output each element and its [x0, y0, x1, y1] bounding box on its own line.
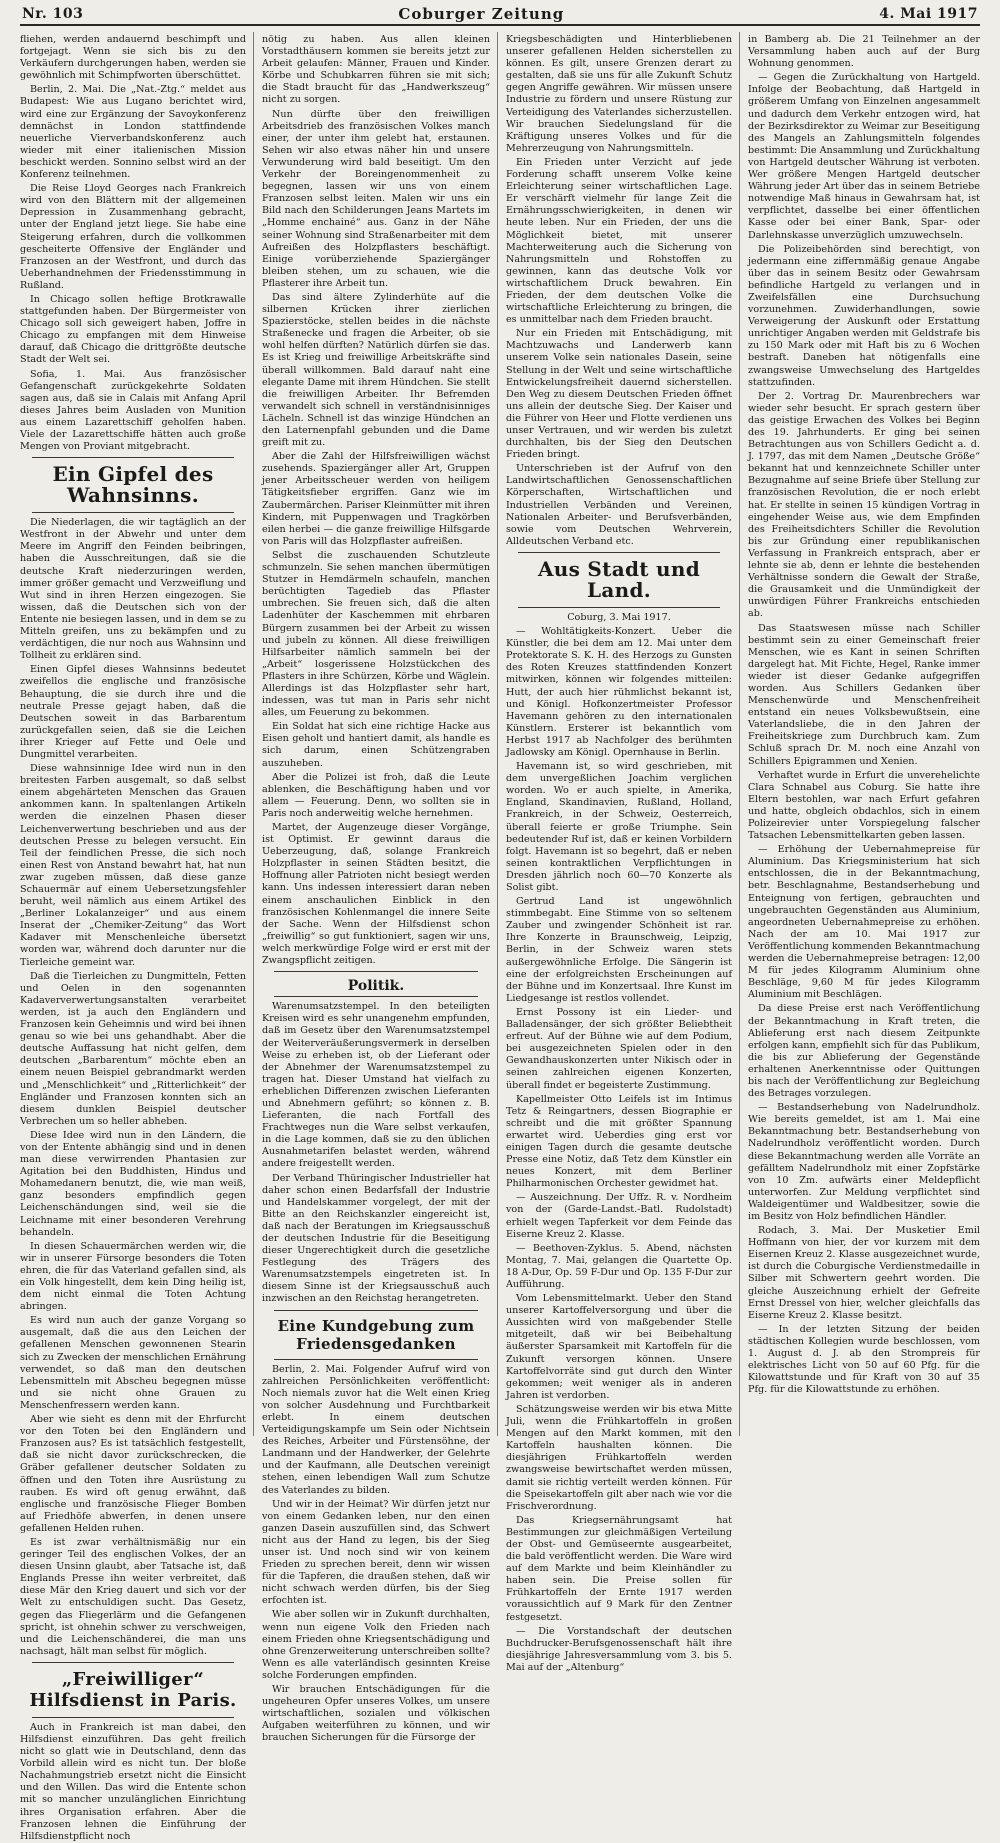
article-paragraph: Nun dürfte über den freiwilligen Arbeitsdrieb des französischen Volkes manch einer, der unter ihm gelebt hat, erstaunen. Sehen wir also etwas näher hin und unsere Verwunderung wird bald beseitigt. Um den Verkehr der Boreingenommenheit zu begegnen, lassen wir uns von einem Franzosen selbst leiten. Malen wir uns ein Bild nach den Schilderungen Jeans Martets im „Homme enchainé“ aus. Ganz in der Nähe seiner Wohnung sind Straßenarbeiter mit dem Aufreißen des Holzpflasters beschäftigt. Einige vorüberziehende Spaziergänger bleiben stehen, um zu schauen, wie die Pflasterer ihre Arbeit tun. — [262, 108, 490, 289]
news-item: — In der letzten Sitzung der beiden städtischen Kollegien wurde beschlossen, vom 1. August d. J. ab den Strompreis für elektrisches Licht von 50 auf 60 Pfg. für die Kilowattstunde und für Kraft von 30 auf 35 Pfg. für die Kilowattstunde zu erhöhen. — [748, 1323, 980, 1396]
news-item: — Gegen die Zurückhaltung von Hartgeld. Infolge der Beobachtung, daß Hartgeld in größerem Umfang von Einzelnen angesammelt und dadurch dem Verkehr entzogen wird, hat der Bezirksdirektor zu Weimar zur Beseitigung des Mangels an Zahlungsmitteln folgendes bestimmt: Die Ansammlung und Zurückhaltung von Hartgeld deutscher Währung ist verboten. Wer größere Mengen Hartgeld deutscher Währung jeder Art über das in seinem Betriebe notwendige Maß hinaus in Gewahrsam hat, ist verpflichtet, dasselbe bei einer öffentlichen Kasse oder bei einer Bank, Spar- oder Darlehnskasse unverzüglich umzuwechseln. — [748, 72, 980, 241]
news-item: Rodach, 3. Mai. Der Musketier Emil Hoffmann von hier, der vor kurzem mit dem Eisernen Kreuz 2. Klasse ausgezeichnet wurde, ist durch die Coburgische Verdienstmedaille in Silber mit Schwertern geehrt worden. Die gleiche Auszeichnung erhielt der Gefreite Ernst Dressel von hier, welcher gleichfalls das Eiserne Kreuz 2. Klasse besitzt. — [748, 1225, 980, 1321]
section-rule — [32, 512, 234, 513]
news-item: Der Verband Thüringischer Industrieller hat daher schon einen Bedarfsfall der Industrie und Handelskammer vorgelegt, der mit der Bitte an den Reichskanzler eingereicht ist, daß nach der Beratungen im Kriegsausschuß der deutschen Industrie für die Beseitigung dieser Ungerechtigkeit durch die gesetzliche Festlegung des Trägers des Warenumsatzstempels eingetreten ist. In diesem Sinne ist der Kriegsausschuß auch inzwischen an den Reichstag herangetreten. — [262, 1172, 490, 1305]
article-paragraph: Aber wie sieht es denn mit der Ehrfurcht vor den Toten bei den Engländern und Franzosen aus? Es ist tatsächlich festgestellt, daß sie nicht davor zurückschrecken, die Gräber gefallener deutscher Soldaten zu öffnen und den Toten ihre Ausrüstung zu rauben. Es wird oft genug erwähnt, daß englische und französische Flieger Bomben auf Friedhöfe abwerfen, in denen unsere gefallenen Helden ruhen. — [20, 1414, 246, 1534]
news-item: Das Kriegsernährungsamt hat Bestimmungen zur gleichmäßigen Verteilung der Obst- und Gemüseernte ausgearbeitet, die bald veröffentlicht werden. Die Ware wird auf dem Markte und beim Kleinhändler zu haben sein. Die Preise sollen für Frühkartoffeln der Ernte 1917 werden voraussichtlich auf 9 Mark für den Zentner festgesetzt. — [506, 1514, 732, 1623]
masthead — [22, 4, 978, 24]
section-rule — [32, 1662, 234, 1663]
news-item: Der 2. Vortrag Dr. Maurenbrechers war wieder sehr besucht. Er sprach gestern über das geistige Erwachen des Volkes bei Beginn des 19. Jahrhunderts. Er ging bei seinen Betrachtungen aus von Schillers Gedicht a. d. J. 1797, das mit dem Namen „Deutsche Größe“ bekannt hat und kennzeichnete Schiller unter Bezugnahme auf seine Briefe über Stellung zur französischen Revolution, die er noch erlebt hat. Er stellte in seinen 15 kündigen Vortrag in eingehender Weise aus, wie dem Empfinden des Freiheitsdichters Schiller die Revolution bis zur Gründung einer republikanischen Verfassung in Frankreich entsprach, aber er lehnte sie ab, denn er lehnte die bestehenden Verhältnisse sondern die Gewalt der Straße, die Grausamkeit und die Unmündigkeit der unwürdigen Führer Frankreichs entschieden ab. — [748, 390, 980, 620]
column-divider — [739, 32, 740, 1436]
news-item: — Bestandserhebung von Nadelrundholz. Wie bereits gemeldet, ist am 1. Mai eine Bekanntmachung betr. Bestandserhebung von Nadelrundholz veröffentlicht worden. Durch diese Bekanntmachung werden alle Vorräte an gefälltem Nadelrundholz mit einer Zopfstärke von 10 Zm. aufwärts einer Meldepflicht unterworfen. Zur Meldung verpflichtet sind Waldeigentümer und Waldbesitzer, sowie die im Besitz von Holz befindlichen Händler. — [748, 1102, 980, 1222]
news-item: in Bamberg ab. Die 21 Teilnehmer an der Versammlung haben auch auf der Burg Wohnung genommen. — [748, 34, 980, 70]
news-item: Da diese Preise erst nach Veröffentlichung der Bekanntmachung in Kraft treten, die Ablieferung erst nach diesem Zeitpunkte erfolgen kann, empfiehlt sich für das Publikum, die bis zur Ablieferung der Gegenstände erhaltenen Anerkenntnisse oder Quittungen bis nach der Veröffentlichung zur Begleichung des Betrages vorzulegen. — [748, 1003, 980, 1100]
article-headline: Eine Kundgebung zum Friedensgedanken — [277, 1316, 475, 1353]
article-paragraph: Ein Soldat hat sich eine richtige Hacke aus Eisen geholt und hantiert damit, als handle es sich darum, einen Schützengraben auszuheben. — [262, 721, 490, 769]
section-rule — [274, 996, 478, 997]
article-paragraph: Berlin, 2. Mai. Folgender Aufruf wird von zahlreichen Persönlichkeiten veröffentlicht: Noch niemals zuvor hat die Welt einen Krieg von solcher Ausdehnung und Furchtbarkeit erlebt. In einem deutschen Verteidigungskampfe um Sein oder Nichtsein des Reiches, Arbeiter und Fürstensöhne, der Landmann und der Handwerker, der Gelehrte und der Kaufmann, alle Deutschen vereinigt stehen, einen lebendigen Wall zum Schutze des Vaterlandes zu bilden. — [262, 1363, 490, 1496]
news-item: Das Staatswesen müsse nach Schiller bestimmt sein zu einer Gemeinschaft freier Menschen, wie es Kant in seinen Schriften dargelegt hat. Mit Fichte, Hegel, Ranke immer wieder ist dieser Gedanke aufgegriffen worden. Aus Schillers Gedanken über Menschenwürde und Menschenfreiheit entstand ein neues Volksbewußtsein, eine Vaterlandsliebe, die in den Jahren der Freiheitskriege zum Durchbruch kam. Zum Schluß sprach Dr. M. noch eine Anzahl von Schillers Epigrammen und Xenien. — [748, 622, 980, 767]
article-paragraph: Ein Frieden unter Verzicht auf jede Forderung schafft unserem Volke keine Erleichterung seiner wirtschaftlichen Lage. Er verschärft vielmehr für lange Zeit die Ernährungsschwierigkeiten, in denen wir heute leben. Nur ein Frieden, der uns die Möglichkeit bietet, mit unserer Machterweiterung auch die Sicherung von Nahrungsmitteln und Rohstoffen zu gewinnen, kann das deutsche Volk vor wirtschaftlichem Druck bewahren. Ein Frieden, der dem deutschen Volke die wirtschaftliche Erleichterung zu bringen, die es unmittelbar nach dem Frieden braucht. — [506, 156, 732, 326]
article-paragraph: Selbst die zuschauenden Schutzleute schmunzeln. Sie sehen manchen übermütigen Stutzer in Hemdärmeln schaufeln, manchen berüchtigten Tagedieb das Pflaster umbrechen. Sie freuen sich, daß die alten Ladenhüter der Kaschemmen mit ehrbaren Bürgern zusammen bei der Arbeit zu wissen und jubeln zu können. All diese freiwilligen Hilfsarbeiter nämlich sammeln bei der „Arbeit“ losgerissene Holzstückchen des Pflasters in ihre Schürzen, Körbe und Wäglein. Allerdings ist das Holzpflaster sehr hart, indessen, was tut man in Paris sehr nicht alles, um Feuerung zu bekommen. — [262, 549, 490, 719]
section-heading: Aus Stadt und Land. — [537, 556, 701, 602]
article-paragraph: Aber die Zahl der Hilfsfreiwilligen wächst zusehends. Spaziergänger aller Art, Gruppen jener Arbeitsscheuer werden von heiligem Tätigkeitsfieber ergriffen. Ganz wie im Zaubermärchen. Pariser Kleinmütter mit ihren Kindern, mit Puppenwagen und Tragkörben eilen herbei — die ganze freiwillige Hilfsgarde von Paris will das Holzpflaster aufreißen. — [262, 451, 490, 547]
article-paragraph: Es wird nun auch der ganze Vorgang so ausgemalt, daß die aus den Leichen der gefallenen Menschen gewonnenen Stearin sich zu Zwecken der menschlichen Ernährung verwendet, so daß man den deutschen Lebensmitteln mit Abscheu begegnen müsse und sie nicht ohne Grauen zu Menschenfressern werden kann. — [20, 1315, 246, 1411]
news-item: Havemann ist, so wird geschrieben, mit dem unvergeßlichen Joachim verglichen worden. Wo er auch spielte, in Amerika, England, Skandinavien, Rußland, Holland, Frankreich, in der Schweiz, Oesterreich, überall feierte er große Triumphe. Sein bedeutender Ruf ist, daß er keinen Vorbildern folgt. Havemann ist so begehrt, daß er neben seinen kontraktlichen Verpflichtungen in Dresden jährlich noch 60—70 Konzerte als Solist gibt. — [506, 761, 732, 893]
article-paragraph: Das sind ältere Zylinderhüte auf die silbernen Krücken ihrer zierlichen Spazierstöcke, stellen beides in die nächste Straßenecke und fragen die Arbeiter, ob sie wohl helfen dürften? Natürlich dürfen sie das. Es ist Krieg und freiwillige Arbeitskräfte sind überall willkommen. Bald darauf naht eine elegante Dame mit ihrem Hündchen. Sie stellt die freiwilligen Arbeiter. Ihr Befremden verwandelt sich schnell in verständnisinniges Lächeln. Schnell ist das winzige Hündchen an den Laternenpfahl gebunden und die Dame greift mit zu. — [262, 291, 490, 449]
article-paragraph: Aber die Polizei ist froh, daß die Leute ablenken, die Beschäftigung haben und vor allem — Feuerung. Denn, wo sollten sie in Paris noch anderweitig welche hernehmen. — [262, 771, 490, 819]
section-rule — [32, 1717, 234, 1718]
article-paragraph: Wir brauchen Entschädigungen für die ungeheuren Opfer unseres Volkes, um unsere wirtschaftlichen, sozialen und völkischen Aufgaben weiterführen zu können, und wir brauchen Sicherungen für die Fürsorge der — [262, 1684, 490, 1744]
section-heading: Politik. — [347, 978, 405, 995]
news-item: — Erhöhung der Uebernahmepreise für Aluminium. Das Kriegsministerium hat sich entschlossen, die in der Bekanntmachung, betr. Beschlagnahme, Bestandserhebung und Enteignung von fertigen, gebrauchten und ungebrauchten Gegenständen aus Aluminium, angeordneten Uebernahmepreise zu erhöhen. Nach der am 10. Mai 1917 zur Veröffentlichung kommenden Bekanntmachung werden die Uebernahmepreise betragen: 12,00 M für jedes Kilogramm Aluminium ohne Beschläge, 9,60 M für jedes Kilogramm Aluminium mit Beschlägen. — [748, 844, 980, 1001]
news-item: Die Reise Lloyd Georges nach Frankreich wird von den Blättern mit der allgemeinen Depression in Zusammenhang gebracht, unter der England jetzt liege. Sie habe eine Steigerung erfahren, durch die vollkommen gescheiterte Offensive der Engländer und Franzosen an der Westfront, und durch das Ueberhandnehmen der Friedensstimmung in Rußland. — [20, 183, 246, 291]
column-divider — [497, 32, 498, 1436]
news-item: In Chicago sollen heftige Brotkrawalle stattgefunden haben. Der Bürgermeister von Chicago soll sich geweigert haben, Joffre in Chicago zu empfangen mit dem Hinweise darauf, daß Chicago die drittgrößte deutsche Stadt der Welt sei. — [20, 293, 246, 366]
news-item: Kapellmeister Otto Leifels ist im Intimus Tetz & Reingartners, dessen Biographie er schreibt und die mit größter Spannung erwartet wird. Ueberdies ging erst vor einigen Tagen durch die gesamte deutsche Presse eine Notiz, daß Tetz dem Künstler ein neues Konzert, mit dem Berliner Philharmonischen Orchester gewidmet hat. — [506, 1093, 732, 1190]
article-paragraph: Wie aber sollen wir in Zukunft durchhalten, wenn nun eigene Volk den Frieden nach einem Frieden ohne Kriegsentschädigung und ohne Grenzerweiterung unterschreiben sollte? Wenn es alle vaterländisch gesinnten Kreise solche Forderungen empfinden. — [262, 1609, 490, 1681]
masthead-rule — [20, 24, 980, 26]
article-paragraph: Und wir in der Heimat? Wir dürfen jetzt nur von einem Gedanken leben, nur den einen ganzen Dasein auszufüllen sind, das Schwert nicht aus der Hand zu legen, bis der Sieg unser ist. Und noch sind wir von keinem Frieden zu sprechen bereit, denn wir wissen für die Tapferen, die draußen stehen, daß wir nicht schwach werden dürfen, bis der Sieg erfochten ist. — [262, 1498, 490, 1607]
article-paragraph: Es ist zwar verhältnismäßig nur ein geringer Teil des englischen Volkes, der an diesen Unsinn glaubt, aber Tatsache ist, daß Englands Presse ihn weiter verbreitet, daß diese Mär den Krieg dauert und sich vor der Welt zu entschuldigen sucht. Das Gesetz, gegen das Fliegerlärm und die Gefangenen spricht, ist ohnehin schwer zu verschweigen, und die Leichenschänderei, die man uns nachsagt, hält man selbst für möglich. — [20, 1536, 246, 1657]
news-item: — Beethoven-Zyklus. 5. Abend, nächsten Montag, 7. Mai, gelangen die Quartette Op. 18 A-Dur, Op. 59 F-Dur und Op. 135 F-Dur zur Aufführung. — [506, 1242, 732, 1290]
article-paragraph: Unterschrieben ist der Aufruf von den Landwirtschaftlichen Genossenschaftlichen Körperschaften, Wirtschaftlichen und Industriellen Verbänden und Vereinen, Nationalen Arbeiter- und Berufsverbänden, sowie vom Deutschen Wehrverein, Alldeutschen Verband etc. — [506, 463, 732, 547]
section-rule — [274, 1310, 478, 1311]
news-item: Die Polizeibehörden sind berechtigt, von jedermann eine ziffernmäßig genaue Angabe über das in seinem Besitz oder Gewahrsam befindliche Hartgeld zu verlangen und in Zweifelsfällen eine Durchsuchung vorzunehmen. Zuwiderhandlungen, sowie Verweigerung der Auskunft oder Erstattung unrichtiger Angaben werden mit Geldstrafe bis zu 150 Mark oder mit Haft bis zu 6 Wochen bestraft. Daneben hat nötigenfalls eine zwangsweise Umwechselung des Hartgeldes stattzufinden. — [748, 243, 980, 388]
article-paragraph: nötig zu haben. Aus allen kleinen Vorstadthäusern kommen sie bereits jetzt zur Arbeit gelaufen: Männer, Frauen und Kinder. Körbe und Schubkarren führen sie mit sich; die Stadt braucht für das „Handwerkszeug“ nicht zu sorgen. — [262, 34, 490, 106]
issue-number: Nr. 103 — [22, 6, 84, 22]
news-item: Ernst Possony ist ein Lieder- und Balladensänger, der sich größter Beliebtheit erfreut. Auf der Bühne wie auf dem Podium, bei ausgezeichneten Spielen oder in den Gewandhauskonzerten unter Nikisch oder in seinen zahlreichen eigenen Konzerten, überall findet er begeisterte Zustimmung. — [506, 1006, 732, 1091]
section-rule — [518, 607, 720, 608]
news-item: — Die Vorstandschaft der deutschen Buchdrucker-Berufsgenossenschaft hält ihre diesjährige Jahresversammlung vom 3. bis 5. Mai auf der „Altenburg“ — [506, 1625, 732, 1673]
column-4 — [748, 34, 980, 1438]
article-paragraph: Einen Gipfel dieses Wahnsinns bedeutet zweifellos die englische und französische Behauptung, die sie durch ihre und die neutrale Presse gejagt haben, daß die Deutschen soweit in das Barbarentum zurückgefallen seien, daß sie die Leichen ihrer Krieger auf Fette und Oele und Dungmittel verarbeiten. — [20, 664, 246, 760]
article-paragraph: Diese wahnsinnige Idee wird nun in den breitesten Farben ausgemalt, so daß selbst einem abgehärteten Menschen das Grauen ankommen kann. In spaltenlangen Artikeln werden die einzelnen Phasen dieser Leichenverwertung beschrieben und aus der deutschen Presse zu belegen versucht. Ein Teil der feindlichen Presse, die sich noch einen Rest von Anstand bewahrt hat, hat nun zwar zugeben müssen, daß diese ganze Schauermär auf einem Uebersetzungsfehler beruht, weil nämlich aus einem Artikel des „Berliner Lokalanzeiger“ und aus einem Inserat der „Chemiker-Zeitung“ das Wort Kadaver mit Menschenleiche übersetzt worden war, während doch darunter nur die Tierleiche gemeint war. — [20, 763, 246, 968]
news-item: Verhaftet wurde in Erfurt die unverehelichte Clara Schnabel aus Coburg. Sie hatte ihre Eltern bestohlen, war nach Erfurt gefahren und hatte, obgleich obdachlos, sich in einem Polizeirevier unter Vorspiegelung falscher Tatsachen Lebensmittelkarten geben lassen. — [748, 769, 980, 842]
article-paragraph: Diese Idee wird nun in den Ländern, die von der Entente abhängig sind und in denen man diese verwirrenden Phantasien zur Agitation bei den Buddhisten, Hindus und Mohamedanern benutzt, die, wie man weiß, ganz besonders empfindlich gegen Leichenschändungen sind, weil sie die Leichname mit einer besonderen Verehrung behandeln. — [20, 1129, 246, 1238]
news-item: Berlin, 2. Mai. Die „Nat.-Ztg.“ meldet aus Budapest: Wie aus Lugano berichtet wird, wird eine zur Ergänzung der Savoykonferenz demnächst in London stattfindende neuerliche Vierverbandskonferenz auch wieder mit einer italienischen Mission beschickt werden. Sonnino selbst wird an der Konferenz teilnehmen. — [20, 84, 246, 181]
article-paragraph: Auch in Frankreich ist man dabei, den Hilfsdienst einzuführen. Das geht freilich nicht so glatt wie in Deutschland, denn das Vorbild allein wird es nicht tun. Der bloße Nachahmungstrieb ersetzt nicht die Einsicht und den Willen. Das wird die Entente schon mit so mancher unzulänglichen Einrichtung ihres Organisation erfahren. Aber die Franzosen lehnen die Einführung der Hilfsdienstpflicht noch — [20, 1721, 246, 1842]
news-item: Warenumsatzstempel. In den beteiligten Kreisen wird es sehr unangenehm empfunden, daß im Gesetz über den Warenumsatzstempel der Weiterveräußerungsvermerk in derselben Weise zu erheben ist, ob der Lieferant oder der Abnehmer der Warenumsatzstempel zu tragen hat. Dieser Umstand hat vielfach zu erheblichen Differenzen zwischen Lieferanten und Abnehmern geführt; so können z. B. Lieferanten, die nach Fortfall des Frachtweges nun die Ware selbst verkaufen, in die Lage kommen, daß sie zu den üblichen Ausnahmetarifen belastet werden, während andere freigestellt werden. — [262, 1001, 490, 1170]
news-item: — Wohltätigkeits-Konzert. Ueber die Künstler, die bei dem am 12. Mai unter dem Protektorate S. K. H. des Herzogs zu Gunsten des Roten Kreuzes stattfindenden Konzert mitwirken, können wir folgendes mitteilen: Hutt, der auch hier rühmlichst bekannt ist, und Königl. Hofkonzertmeister Professor Havemann gehören zu den internationalen Künstlern. Ersterer ist bekanntlich vom Herbst 1917 ab Nachfolger des berühmten Jadlowsky am Königl. Opernhause in Berlin. — [506, 626, 732, 758]
article-paragraph: Martet, der Augenzeuge dieser Vorgänge, ist Optimist. Er gewinnt daraus die Ueberzeugung, daß, solange Frankreich Holzpflaster in seinen Städten besitzt, die Hoffnung aller Patrioten nicht besiegt werden kann. Uns indessen interessiert daran neben einem anschaulichen Einblick in den französischen Kohlenmangel die innere Seite der Sache. Wenn der Hilfsdienst schon „freiwillig“ so gut funktioniert, sagen wir uns, welch merkwürdige Folge wird er erst mit der Zwangspflicht zeitigen. — [262, 822, 490, 967]
article-paragraph: Kriegsbeschädigten und Hinterbliebenen unserer gefallenen Helden sicherstellen zu können. Es gilt, unsere Grenzen derart zu gestalten, daß sie uns für alle Zukunft Schutz gegen Angriffe gewähren. Wir müssen unsere Industrie zu fördern und unsere Rüstung zur Verteidigung des Vaterlandes sicherzustellen. Wir brauchen Siedelungsland für die Kräftigung unseres Volkes und für die Mehrerzeugung von Nahrungsmitteln. — [506, 34, 732, 154]
article-headline: „Freiwilliger“ Hilfsdienst in Paris. — [29, 1668, 237, 1711]
section-rule — [274, 971, 478, 972]
news-item: Sofia, 1. Mai. Aus französischer Gefangenschaft zurückgekehrte Soldaten sagen aus, daß sie in Calais mit Anfang April dieses Jahres beim Ausladen von Munition aus einem Lazarettschiff geholfen haben. Viele der Lazarettschiffe hätten auch große Mengen von Proviant mitgebracht. — [20, 368, 246, 453]
section-rule — [32, 457, 234, 458]
article-headline: Ein Gipfel des Wahnsinns. — [52, 462, 214, 508]
issue-date: 4. Mai 1917 — [879, 6, 978, 22]
section-rule — [518, 552, 720, 553]
article-paragraph: fliehen, werden andauernd beschimpft und fortgejagt. Wenn sie sich bis zu den Verkäufern durchgerungen haben, werden sie gewöhnlich mit Schimpfworten überschüttet. — [20, 34, 246, 82]
news-item: Gertrud Land ist ungewöhnlich stimmbegabt. Eine Stimme von so seltenem Zauber und zwingender Schönheit ist rar. Ihre Konzerte in Braunschweig, Leipzig, Berlin, in der Schweiz waren stets außergewöhnliche Erfolge. Die Sängerin ist eine der erfolgreichsten Erscheinungen auf der Bühne und im Konzertsaal. Ihre Kunst im Liedgesange ist restlos vollendet. — [506, 896, 732, 1004]
section-rule — [274, 1359, 478, 1360]
column-2 — [262, 34, 490, 1744]
dateline: Coburg, 3. Mai 1917. — [567, 611, 671, 623]
column-3 — [506, 34, 732, 1673]
newspaper-title: Coburger Zeitung — [398, 5, 565, 23]
news-item: — Auszeichnung. Der Uffz. R. v. Nordheim von der (Garde-Landst.-Batl. Rudolstadt) erhielt wegen Tapferkeit vor dem Feinde das Eiserne Kreuz 2. Klasse. — [506, 1192, 732, 1240]
column-1 — [20, 34, 246, 1842]
news-item: Schätzungsweise werden wir bis etwa Mitte Juli, wenn die Frühkartoffeln in großen Mengen auf den Markt kommen, mit den Kartoffeln haushalten können. Die diesjährigen Frühkartoffeln werden zwangsweise bewirtschaftet werden müssen, damit sie richtig verteilt werden können. Für die Speisekartoffeln gilt aber nach wie vor die Frischverordnung. — [506, 1403, 732, 1512]
article-paragraph: Nur ein Frieden mit Entschädigung, mit Machtzuwachs und Landerwerb kann unserem Volke sein nationales Dasein, seine Stellung in der Welt und seine wirtschaftliche Entwickelungsfreiheit dauernd sicherstellen. Den Weg zu diesem Deutschen Frieden öffnet uns allein der deutsche Sieg. Der Kaiser und die Führer von Heer und Flotte verdienen uns unser Vertrauen, und wir werden bis zuletzt durchhalten, bis der Sieg den Deutschen Frieden bringt. — [506, 328, 732, 461]
news-item: Vom Lebensmittelmarkt. Ueber den Stand unserer Kartoffelversorgung und über die Aussichten wird von maßgebender Stelle mitgeteilt, daß wir bei Beibehaltung äußerster Sparsamkeit mit Kartoffeln für die Zukunft versorgen können. Unsere Kartoffelvorräte sind gut durch den Winter gekommen; weit weniger als in anderen Jahren ist verdorben. — [506, 1293, 732, 1401]
column-divider — [253, 32, 254, 1436]
article-paragraph: In diesen Schauermärchen werden wir, die wir in unserer Fürsorge besonders die Toten ehren, die für das Vaterland gefallen sind, als ein Volk hingestellt, dem kein Ding heilig ist, dem nicht einmal die Toten Achtung abringen. — [20, 1240, 246, 1313]
article-paragraph: Daß die Tierleichen zu Dungmitteln, Fetten und Oelen in den sogenannten Kadaververwertungsanstalten verarbeitet werden, ist ja auch den Engländern und Franzosen kein Geheimnis und wird bei ihnen genau so wie bei uns gehandhabt. Aber die deutsche Auffassung hat nicht gelfen, dem deutschen „Barbarentum“ möchte eben an einem neuen Beispiel gebrandmarkt werden und „Menschlichkeit“ und „Ritterlichkeit“ der Engländer und Franzosen konnten sich an diesem dunklen Beispiel deutscher Verbrechen um so heller abheben. — [20, 970, 246, 1127]
article-paragraph: Die Niederlagen, die wir tagtäglich an der Westfront in der Abwehr und unter dem Meere im Angriff den Feinden beibringen, haben die Ausschreitungen, daß sie die deutsche Kraft niederzuringen werden, immer größer gemacht und Verzweiflung und Wut sind in ihren Herzen eingezogen. Sie wissen, daß die Deutschen sich von der Entente nie besiegen lassen, und in dem se zu Mitteln greifen, uns zu bekämpfen und zu verdächtigen, die nur noch aus Wahnsinn und Tollheit zu erklären sind. — [20, 517, 246, 662]
